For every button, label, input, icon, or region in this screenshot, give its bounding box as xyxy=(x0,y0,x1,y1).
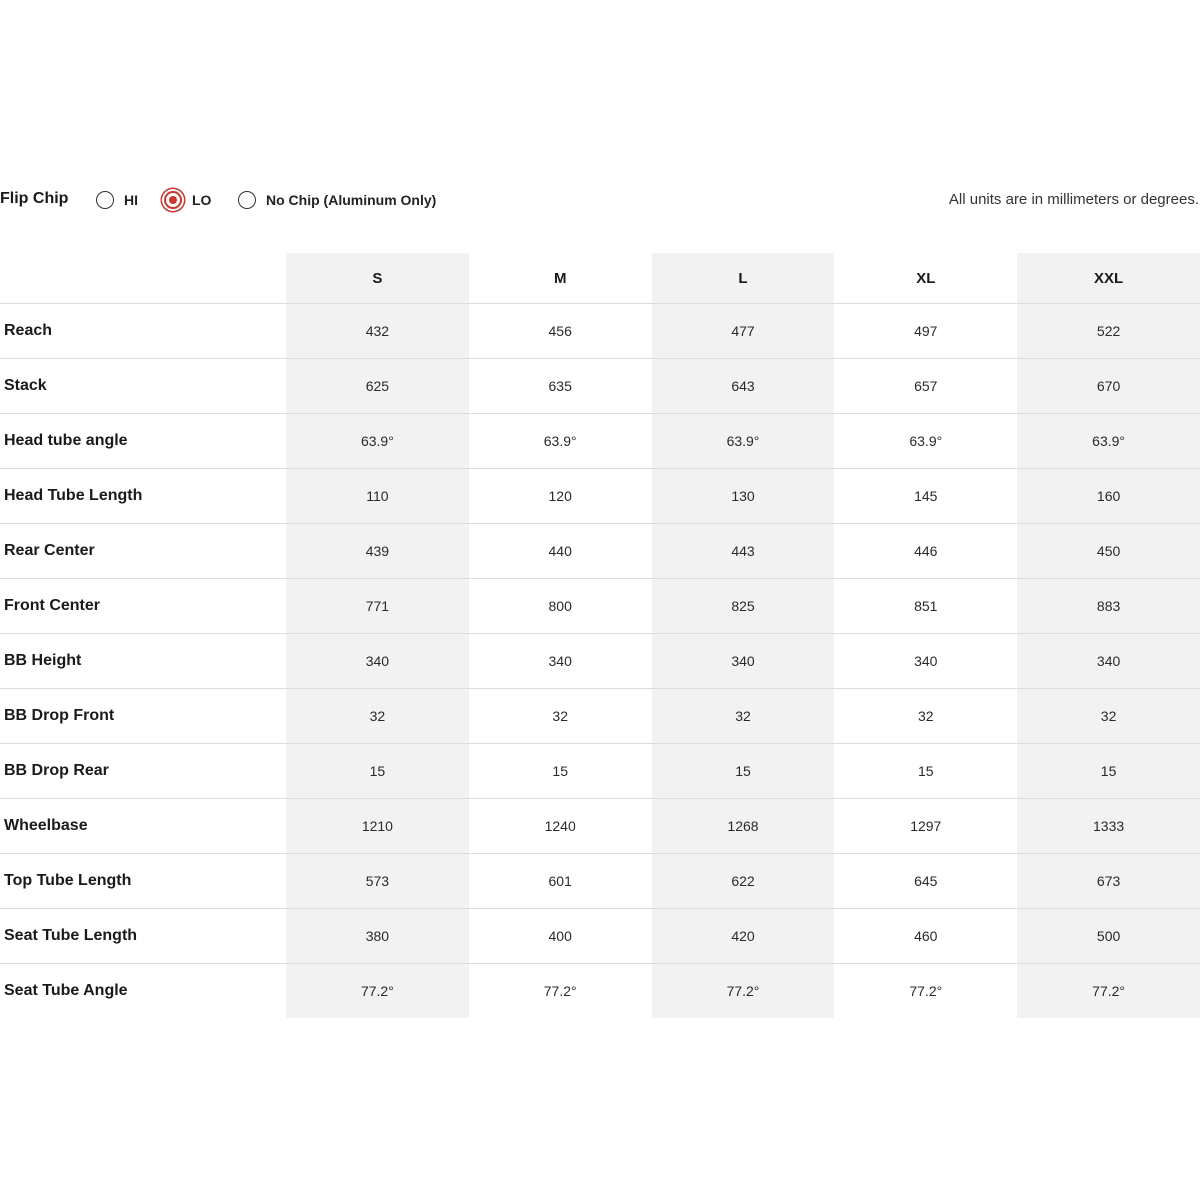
row-label: BB Drop Rear xyxy=(0,744,286,799)
table-cell: 625 xyxy=(286,359,469,414)
table-cell: 340 xyxy=(834,634,1017,689)
table-cell: 673 xyxy=(1017,854,1200,909)
table-cell: 601 xyxy=(469,854,652,909)
table-cell: 1268 xyxy=(652,799,835,854)
table-cell: 446 xyxy=(834,524,1017,579)
flip-chip-option-label: HI xyxy=(124,192,138,208)
flip-chip-label: Flip Chip xyxy=(0,190,69,207)
row-label: Front Center xyxy=(0,579,286,634)
table-cell: 450 xyxy=(1017,524,1200,579)
table-cell: 645 xyxy=(834,854,1017,909)
table-cell: 670 xyxy=(1017,359,1200,414)
row-label: Top Tube Length xyxy=(0,854,286,909)
table-cell: 800 xyxy=(469,579,652,634)
row-label: BB Drop Front xyxy=(0,689,286,744)
table-row xyxy=(0,469,1200,524)
table-cell: 635 xyxy=(469,359,652,414)
table-cell: 1333 xyxy=(1017,799,1200,854)
table-cell: 657 xyxy=(834,359,1017,414)
table-cell: 771 xyxy=(286,579,469,634)
table-cell: 477 xyxy=(652,304,835,359)
table-row xyxy=(0,909,1200,964)
row-label: Rear Center xyxy=(0,524,286,579)
table-cell: 622 xyxy=(652,854,835,909)
table-cell: 63.9° xyxy=(286,414,469,469)
size-header-xxl: XXL xyxy=(1017,253,1200,304)
table-cell: 440 xyxy=(469,524,652,579)
row-label: Head tube angle xyxy=(0,414,286,469)
table-row xyxy=(0,524,1200,579)
table-cell: 77.2° xyxy=(1017,964,1200,1019)
flip-chip-option-label: LO xyxy=(192,192,212,208)
table-cell: 120 xyxy=(469,469,652,524)
table-cell: 15 xyxy=(652,744,835,799)
table-cell: 63.9° xyxy=(834,414,1017,469)
geometry-table xyxy=(0,253,1200,1018)
table-cell: 443 xyxy=(652,524,835,579)
table-cell: 160 xyxy=(1017,469,1200,524)
table-cell: 130 xyxy=(652,469,835,524)
size-header-m: M xyxy=(469,253,652,304)
radio-icon[interactable] xyxy=(238,191,256,209)
flip-chip-option-label: No Chip (Aluminum Only) xyxy=(266,192,437,208)
flip-chip-option-no-chip[interactable] xyxy=(238,186,436,214)
row-label: Stack xyxy=(0,359,286,414)
table-cell: 432 xyxy=(286,304,469,359)
table-cell: 32 xyxy=(652,689,835,744)
table-cell: 77.2° xyxy=(652,964,835,1019)
table-cell: 400 xyxy=(469,909,652,964)
table-cell: 851 xyxy=(834,579,1017,634)
row-label: Head Tube Length xyxy=(0,469,286,524)
table-cell: 460 xyxy=(834,909,1017,964)
table-row xyxy=(0,689,1200,744)
table-cell: 145 xyxy=(834,469,1017,524)
table-cell: 1240 xyxy=(469,799,652,854)
table-cell: 15 xyxy=(469,744,652,799)
table-cell: 63.9° xyxy=(469,414,652,469)
table-cell: 32 xyxy=(1017,689,1200,744)
table-cell: 340 xyxy=(286,634,469,689)
table-cell: 340 xyxy=(652,634,835,689)
row-label: BB Height xyxy=(0,634,286,689)
table-cell: 77.2° xyxy=(543,983,577,999)
table-cell: 439 xyxy=(286,524,469,579)
table-cell: 63.9° xyxy=(652,414,835,469)
table-row xyxy=(0,359,1200,414)
radio-icon[interactable] xyxy=(96,191,114,209)
table-cell: 420 xyxy=(652,909,835,964)
row-label: Reach xyxy=(0,304,286,359)
table-row xyxy=(0,414,1200,469)
table-cell: 77.2° xyxy=(286,964,469,1019)
table-cell: 1297 xyxy=(834,799,1017,854)
table-cell: 497 xyxy=(834,304,1017,359)
table-cell: 63.9° xyxy=(1017,414,1200,469)
header-blank-cell xyxy=(0,253,286,304)
table-cell: 573 xyxy=(286,854,469,909)
table-row xyxy=(0,854,1200,909)
table-cell: 110 xyxy=(286,469,469,524)
table-cell: 522 xyxy=(1017,304,1200,359)
table-cell: 456 xyxy=(469,304,652,359)
flip-chip-option-hi[interactable] xyxy=(96,186,138,214)
table-row xyxy=(0,799,1200,854)
size-header-s: S xyxy=(286,253,469,304)
row-label: Wheelbase xyxy=(0,799,286,854)
table-cell: 340 xyxy=(469,634,652,689)
flip-chip-bar xyxy=(0,182,1200,218)
table-cell: 380 xyxy=(286,909,469,964)
flip-chip-option-lo[interactable] xyxy=(164,186,211,214)
table-cell: 825 xyxy=(652,579,835,634)
table-cell: 32 xyxy=(469,689,652,744)
table-cell: 1210 xyxy=(286,799,469,854)
table-row xyxy=(0,634,1200,689)
table-row xyxy=(0,964,1200,1019)
table-cell: 643 xyxy=(652,359,835,414)
table-cell: 32 xyxy=(834,689,1017,744)
table-cell: 883 xyxy=(1017,579,1200,634)
table-cell: 15 xyxy=(286,744,469,799)
row-label: Seat Tube Angle xyxy=(4,982,128,999)
geometry-table-body xyxy=(0,304,1200,1019)
table-row xyxy=(0,579,1200,634)
table-row xyxy=(0,304,1200,359)
size-header-l: L xyxy=(652,253,835,304)
table-row xyxy=(0,744,1200,799)
size-header-row xyxy=(0,253,1200,304)
table-cell: 77.2° xyxy=(909,983,943,999)
table-cell: 32 xyxy=(286,689,469,744)
table-cell: 500 xyxy=(1017,909,1200,964)
radio-selected-icon[interactable] xyxy=(164,191,182,209)
size-header-xl: XL xyxy=(834,253,1017,304)
row-label: Seat Tube Length xyxy=(0,909,286,964)
table-cell: 340 xyxy=(1017,634,1200,689)
table-cell: 15 xyxy=(834,744,1017,799)
units-note: All units are in millimeters or degrees. xyxy=(948,191,1199,208)
table-cell: 15 xyxy=(1017,744,1200,799)
